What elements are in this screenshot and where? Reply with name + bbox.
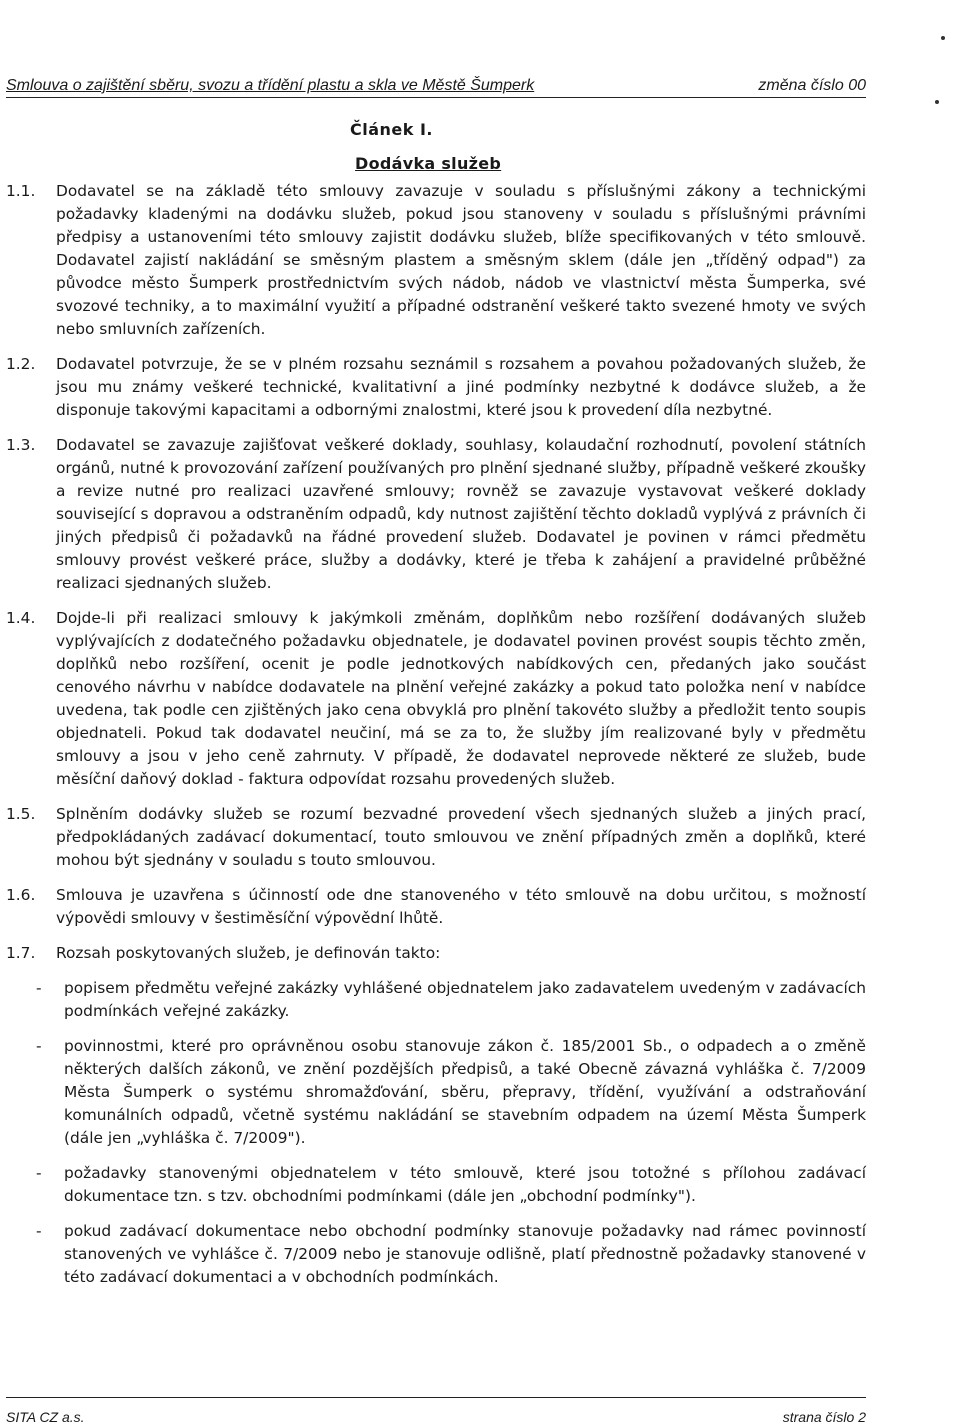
bullet-text: popisem předmětu veřejné zakázky vyhlášené objednatelem jako zadavatelem uvedeným v zadávacích podmínkách veřejné zakázky. [64,979,866,1020]
bullet-dash: - [36,1222,42,1240]
footer-page-number: strana číslo 2 [782,1409,866,1425]
clause-number: 1.6. [6,886,36,904]
clause-1-3 [6,434,866,595]
header-change-number: změna číslo 00 [758,77,866,94]
clause-text: Rozsah poskytovaných služeb, je definován takto: [56,944,441,962]
footer-company: SITA CZ a.s. [6,1409,85,1425]
article-title: Článek I. [350,120,434,139]
clause-1-1 [6,180,866,341]
scan-speck [935,100,939,104]
section-title: Dodávka služeb [355,154,502,173]
clause-text: Dodavatel se na základě této smlouvy zavazuje v souladu s příslušnými zákony a technickými požadavky kladenými na dodávku služeb, pokud jsou stanoveny v souladu s příslušnými právními předpisy a ustanoveními této smlouvy zajistit dodávku služeb, blíže specifikovaných v této smlouvě. Dodavatel zajistí nakládání se směsným plastem a směsným sklem (dále jen „tříděný odpad") za původce město Šumperk prostřednictvím svých nádob, nádob ve vlastnictví města Šumperka, své svozové techniky, a to maximální využití a případné odstranění veškeré takto svezené hmoty ve svých nebo smluvních zařízeních. [56,182,866,338]
clause-1-2 [6,353,866,422]
page-header [6,77,866,98]
clause-number: 1.1. [6,182,36,200]
clause-1-5 [6,803,866,872]
header-title: Smlouva o zajištění sběru, svozu a třídění plastu a skla ve Městě Šumperk [6,77,535,94]
clause-1-4 [6,607,866,791]
document-body [6,180,866,1301]
clause-number: 1.2. [6,355,36,373]
scan-speck [941,36,945,40]
clause-text: Splněním dodávky služeb se rozumí bezvadné provedení všech sjednaných služeb a jiných prací, předpokládaných zadávací dokumentací, touto smlouvou ve znění případných změn a doplňků, které mohou být sjednány v souladu s touto smlouvou. [56,805,866,869]
bullet-dash: - [36,1037,42,1055]
bullet-text: pokud zadávací dokumentace nebo obchodní podmínky stanovuje požadavky nad rámec povinností stanovených ve vyhlášce č. 7/2009 nebo je stanovuje odlišně, platí přednostně požadavky stanovené v této zadávací dokumentaci a v obchodních podmínkách. [64,1222,866,1286]
scope-bullet [6,1035,866,1150]
clause-number: 1.5. [6,805,36,823]
clause-1-7 [6,942,866,965]
clause-number: 1.4. [6,609,36,627]
page-footer [6,1397,866,1425]
scope-bullet [6,977,866,1023]
clause-text: Dodavatel potvrzuje, že se v plném rozsahu seznámil s rozsahem a povahou požadovaných služeb, že jsou mu známy veškeré technické, kvalitativní a jiné podmínky nezbytné k dodávce služeb, a že disponuje takovými kapacitami a odbornými znalostmi, které jsou k provedení díla nezbytné. [56,355,866,419]
bullet-dash: - [36,1164,42,1182]
clause-number: 1.3. [6,436,36,454]
scope-bullet [6,1220,866,1289]
clause-number: 1.7. [6,944,36,962]
clause-text: Smlouva je uzavřena s účinností ode dne stanoveného v této smlouvě na dobu určitou, s možností výpovědi smlouvy v šestiměsíční výpovědní lhůtě. [56,886,866,927]
bullet-text: požadavky stanovenými objednatelem v této smlouvě, které jsou totožné s přílohou zadávací dokumentace tzn. s tzv. obchodními podmínkami (dále jen „obchodní podmínky"). [64,1164,866,1205]
bullet-dash: - [36,979,42,997]
clause-text: Dodavatel se zavazuje zajišťovat veškeré doklady, souhlasy, kolaudační rozhodnutí, povolení státních orgánů, nutné k provozování zařízení používaných pro plnění sjednané služby, případně veškeré zkoušky a revize nutné pro realizaci uzavřené smlouvy; rovněž se zavazuje vystavovat veškeré doklady související s dopravou a odstraněním odpadů, kdy nutnost zajištění těchto dokladů vyplývá z právních či jiných předpisů či požadavků na řádné provedení služeb. Dodavatel je povinen v rámci předmětu smlouvy provést veškeré práce, služby a dodávky, které je třeba k zahájení a pravidelné průběžné realizaci sjednaných služeb. [56,436,866,592]
bullet-text: povinnostmi, které pro oprávněnou osobu stanovuje zákon č. 185/2001 Sb., o odpadech a o změně některých dalších zákonů, ve znění pozdějších předpisů, a také Obecně závazná vyhláška č. 7/2009 Města Šumperk o systému shromažďování, sběru, přepravy, třídění, využívání a odstraňování komunálních odpadů, včetně systému nakládání se stavebním odpadem na území Města Šumperk (dále jen „vyhláška č. 7/2009"). [64,1037,866,1147]
clause-1-6 [6,884,866,930]
scope-bullet [6,1162,866,1208]
clause-text: Dojde-li při realizaci smlouvy k jakýmkoli změnám, doplňkům nebo rozšíření dodávaných služeb vyplývajících z dodatečného požadavku objednatele, je dodavatel povinen provést soupis těchto změn, doplňků nebo rozšíření, ocenit je podle jednotkových nabídkových cen, předaných jako součást cenového návrhu v nabídce dodavatele na plnění veřejné zakázky a pokud tato položka není v nabídce uvedena, tak podle cen zjištěných jako cena obvyklá pro plnění takovéto služby a předložit tento soupis objednateli. Pokud tak dodavatel neučiní, má se za to, že služby jím realizované byly v předmětu smlouvy a jsou v jeho ceně zahrnuty. V případě, že dodavatel neprovede některé ze služeb, bude měsíční daňový doklad - faktura odpovídat rozsahu provedených služeb. [56,609,866,788]
